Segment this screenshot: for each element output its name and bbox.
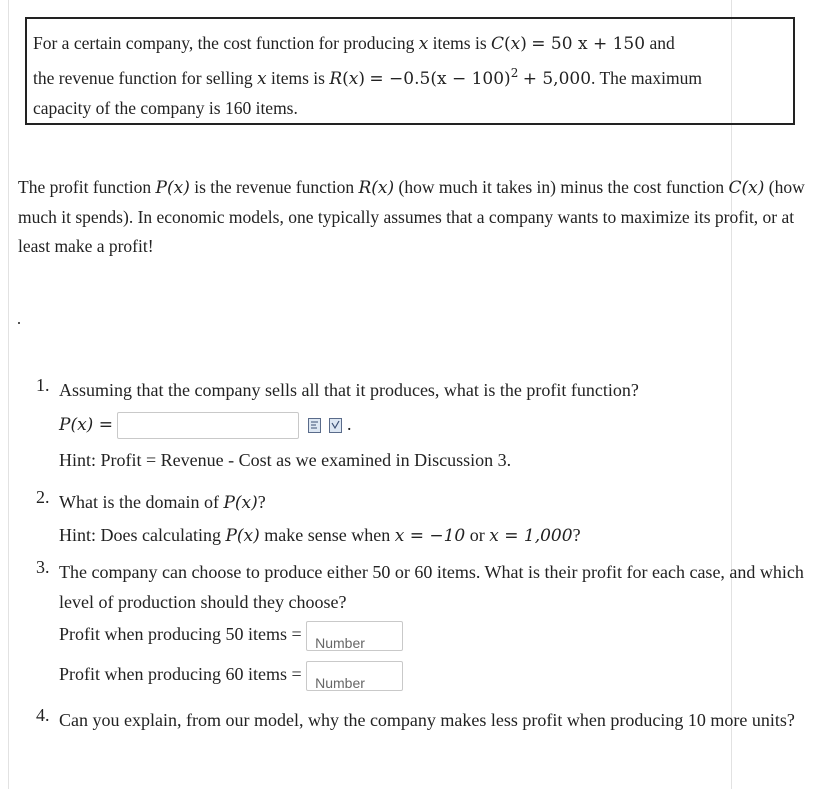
math-rev-tail: + 5,000	[522, 68, 592, 89]
question-text: Assuming that the company sells all that it produces, what is the profit function?	[59, 380, 639, 400]
question-4	[36, 705, 806, 735]
problem-text: items.	[255, 97, 298, 118]
problem-text: items is	[271, 67, 325, 88]
profit-fn-label: P(x) =	[59, 415, 113, 435]
capacity-value: 160	[224, 97, 252, 118]
equation-editor-icon[interactable]	[308, 418, 321, 433]
math-var-x: x	[418, 34, 429, 54]
question-number: 4.	[36, 704, 50, 725]
hint-text: Hint: Does calculating P(x) make sense when x = −10 or x = 1,000?	[59, 525, 581, 546]
problem-text: and	[649, 33, 675, 53]
question-3	[36, 557, 806, 691]
profit-60-label: Profit when producing 60 items =	[59, 663, 302, 684]
question-text: What is the domain of P(x)?	[59, 492, 266, 513]
stray-dot	[18, 322, 20, 324]
math-rev-expr: = −0.5(x − 100)	[369, 68, 511, 89]
math-p-of-x: P(x)	[155, 178, 190, 198]
question-list	[36, 375, 806, 735]
problem-text: items is	[432, 33, 487, 53]
question-text: Can you explain, from our model, why the company makes less profit when producing 10 more units?	[59, 709, 795, 730]
problem-statement-box: For a certain company, the cost function for producing x items is C(x) = 50 x + 150 and the revenue function for selling x items is $R(x) = -0.5(x - 100)^2 + 5,000$. The maximum capacity of the company is 160 items.	[25, 17, 795, 125]
math-r-of-x: R(x)	[358, 178, 395, 198]
problem-text: For a certain company, the cost function for producing	[33, 33, 415, 53]
question-number: 1.	[36, 375, 50, 395]
question-number: 2.	[36, 487, 50, 507]
problem-text: . The maximum	[591, 67, 703, 88]
preview-icon[interactable]	[329, 418, 342, 433]
question-number: 3.	[36, 557, 50, 577]
math-exponent: 2	[510, 66, 519, 80]
question-text: The company can choose to produce either 50 or 60 items. What is their profit for each case, and which level of production should they choose?	[59, 562, 804, 612]
problem-text: the revenue function for selling	[33, 67, 253, 88]
profit-function-input[interactable]	[117, 412, 299, 439]
question-1: 1. Assuming that the company sells all that it produces, what is the profit function? P(x) = . Hint: Profit = Revenue - Cost as we examined in Discussion 3.	[36, 375, 806, 475]
math-c-of-x: C(x)	[728, 178, 765, 198]
problem-text: capacity of the company is	[33, 97, 221, 118]
math-rev-fn: R	[329, 68, 343, 89]
profit-60-input[interactable]: Number	[306, 661, 403, 691]
profit-50-label: Profit when producing 50 items =	[59, 624, 302, 644]
math-cost-expr: = 50 x + 150	[531, 34, 646, 54]
math-var-x: x	[257, 68, 267, 89]
question-2	[36, 487, 806, 551]
column-divider-left	[8, 0, 9, 789]
intro-paragraph: The profit function P(x) is the revenue function R(x) (how much it takes in) minus the cost function C(x) (how much it spends). In economic models, one typically assumes that a company wants to maximize its profit, or at least make a profit!	[18, 177, 805, 256]
math-cost-fn: C	[491, 34, 505, 54]
profit-50-input[interactable]: Number	[306, 621, 403, 651]
hint-text: Hint: Profit = Revenue - Cost as we examined in Discussion 3.	[59, 450, 512, 470]
